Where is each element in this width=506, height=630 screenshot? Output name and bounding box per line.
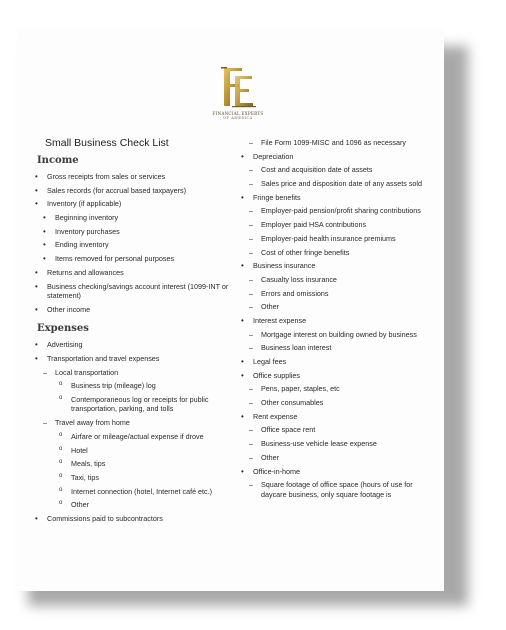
logo-company-name: FINANCIAL EXPERTS: [212, 111, 264, 116]
logo-tagline: OF AMERICA: [223, 116, 253, 120]
checklist-item: – Square footage of office space (hours of use for daycare business, only square footage is: [239, 480, 437, 499]
checklist-item: – Mortgage interest on building owned by business: [239, 330, 437, 340]
checklist-item: o Business trip (mileage) log: [33, 381, 233, 391]
checklist-item: • Gross receipts from sales or services: [33, 172, 233, 182]
checklist-item: • Legal fees: [239, 357, 437, 367]
right-column: [239, 138, 437, 503]
checklist-item: • Office-in-home: [239, 467, 437, 477]
checklist-item: • Depreciation: [239, 152, 437, 162]
checklist-item: • Transportation and travel expenses: [33, 354, 233, 364]
income-list: [33, 172, 233, 314]
checklist-item: – Cost of other fringe benefits: [239, 248, 437, 258]
checklist-item: • Fringe benefits: [239, 193, 437, 203]
document-title: Small Business Check List: [45, 137, 169, 149]
income-heading: Income: [37, 155, 79, 166]
checklist-item: – Other: [239, 453, 437, 463]
checklist-item: – Other: [239, 302, 437, 312]
checklist-item: – File Form 1099-MISC and 1096 as necessary: [239, 138, 437, 148]
checklist-item: o Taxi, tips: [33, 473, 233, 483]
checklist-item: • Beginning inventory: [33, 213, 233, 223]
expenses-list: [33, 340, 233, 523]
checklist-item: – Errors and omissions: [239, 289, 437, 299]
checklist-item: o Internet connection (hotel, Internet café etc.): [33, 487, 233, 497]
right-expenses-list: [239, 138, 437, 499]
fe-monogram-icon: [218, 64, 258, 110]
checklist-item: • Advertising: [33, 340, 233, 350]
checklist-item: – Employer paid HSA contributions: [239, 220, 437, 230]
document-page: [17, 28, 444, 591]
checklist-item: o Hotel: [33, 446, 233, 456]
checklist-item: • Other income: [33, 305, 233, 315]
checklist-item: • Inventory (if applicable): [33, 199, 233, 209]
checklist-item: • Business checking/savings account interest (1099-INT or statement): [33, 282, 233, 301]
checklist-item: – Employer-paid health insurance premiums: [239, 234, 437, 244]
checklist-item: • Returns and allowances: [33, 268, 233, 278]
checklist-item: • Inventory purchases: [33, 227, 233, 237]
checklist-item: – Business loan interest: [239, 343, 437, 353]
checklist-item: • Office supplies: [239, 371, 437, 381]
checklist-item: • Business insurance: [239, 261, 437, 271]
checklist-item: – Local transportation: [33, 368, 233, 378]
expenses-heading: Expenses: [37, 323, 89, 335]
checklist-item: o Other: [33, 500, 233, 510]
checklist-item: – Employer-paid pension/profit sharing contributions: [239, 206, 437, 216]
checklist-item: • Sales records (for accrual based taxpayers): [33, 186, 233, 196]
company-logo: [207, 64, 269, 134]
checklist-item: – Travel away from home: [33, 418, 233, 428]
checklist-item: • Interest expense: [239, 316, 437, 326]
checklist-item: • Items removed for personal purposes: [33, 254, 233, 264]
checklist-item: o Contemporaneous log or receipts for public transportation, parking, and tolls: [33, 395, 233, 414]
checklist-item: • Ending inventory: [33, 240, 233, 250]
checklist-item: – Cost and acquisition date of assets: [239, 165, 437, 175]
checklist-item: o Meals, tips: [33, 459, 233, 469]
checklist-item: o Airfare or mileage/actual expense if drove: [33, 432, 233, 442]
checklist-item: – Sales price and disposition date of any assets sold: [239, 179, 437, 189]
checklist-item: – Office space rent: [239, 425, 437, 435]
checklist-item: – Business-use vehicle lease expense: [239, 439, 437, 449]
checklist-item: – Other consumables: [239, 398, 437, 408]
checklist-item: – Pens, paper, staples, etc: [239, 384, 437, 394]
checklist-item: • Rent expense: [239, 412, 437, 422]
checklist-item: • Commissions paid to subcontractors: [33, 514, 233, 524]
left-column: [33, 136, 233, 528]
checklist-item: – Casualty loss insurance: [239, 275, 437, 285]
